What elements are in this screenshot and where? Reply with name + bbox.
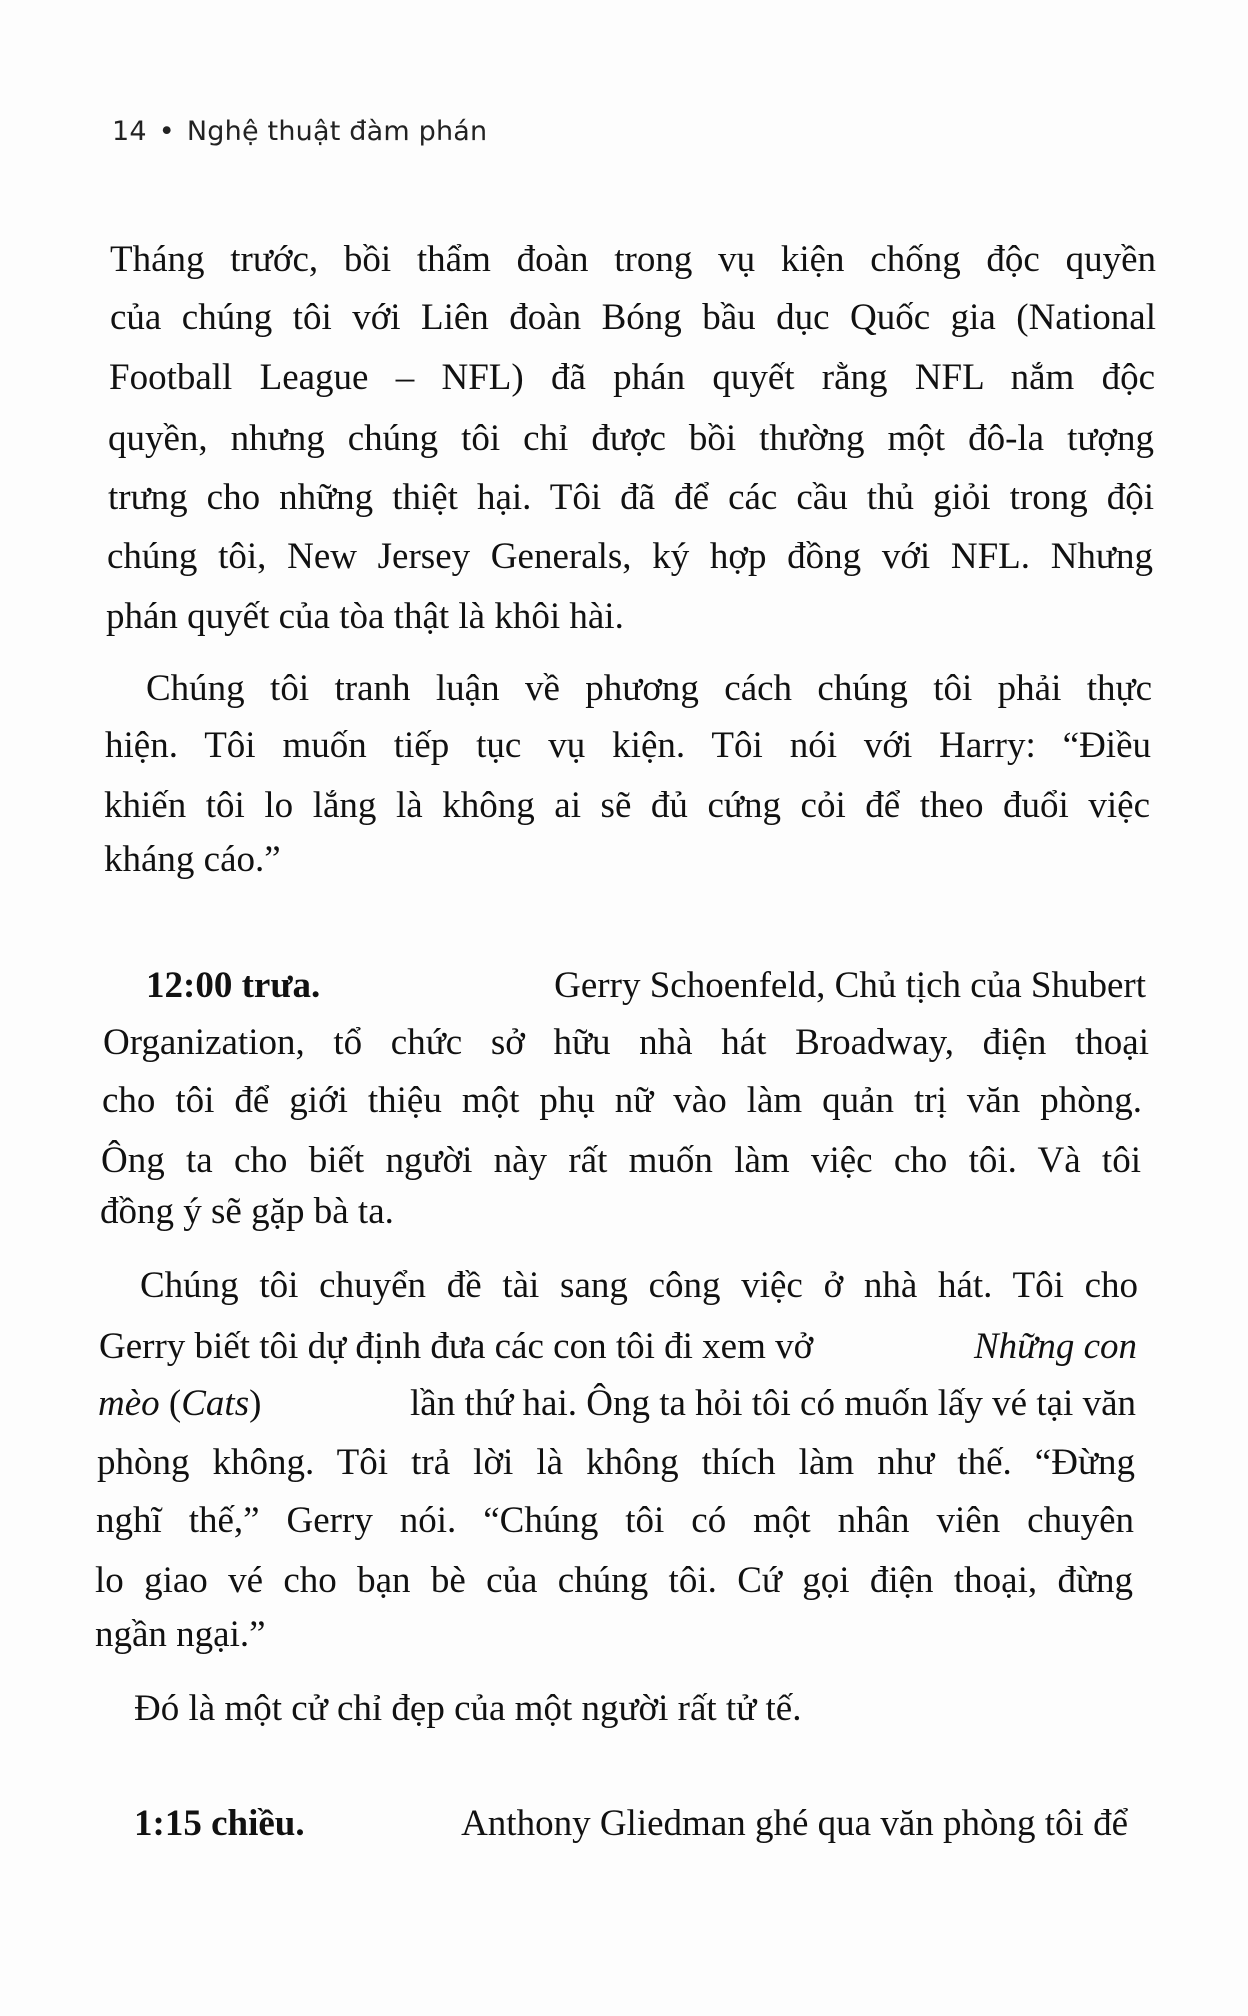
text-line: nghĩ thế,” Gerry nói. “Chúng tôi có một nhân viên chuyên <box>96 1500 1134 1541</box>
time-label: 1:15 chiều. <box>134 1803 305 1844</box>
text-line: hiện. Tôi muốn tiếp tục vụ kiện. Tôi nói với Harry: “Điều <box>105 725 1151 766</box>
text-line: khiến tôi lo lắng là không ai sẽ đủ cứng cỏi để theo đuổi việc <box>104 785 1150 826</box>
italic-title: Những con <box>973 1326 1137 1367</box>
book-title: Nghệ thuật đàm phán <box>186 116 488 147</box>
text-line: ngần ngại.” <box>95 1614 266 1655</box>
text-line: quyền, nhưng chúng tôi chỉ được bồi thường một đô-la tượng <box>108 418 1154 459</box>
text-line: cho tôi để giới thiệu một phụ nữ vào làm quản trị văn phòng. <box>102 1080 1142 1121</box>
text-line <box>146 964 1146 1008</box>
text-segment: ( <box>159 1383 182 1424</box>
text-line: phán quyết của tòa thật là khôi hài. <box>106 596 624 637</box>
text-segment: lần thứ hai. Ông ta hỏi tôi có muốn lấy vé tại văn <box>410 1383 1136 1424</box>
text-line: chúng tôi, New Jersey Generals, ký hợp đồng với NFL. Nhưng <box>107 536 1153 577</box>
text-line: kháng cáo.” <box>104 839 281 880</box>
text-line: Football League – NFL) đã phán quyết rằng NFL nắm độc <box>109 357 1155 398</box>
text-line <box>99 1325 1137 1369</box>
text-segment: Gerry biết tôi dự định đưa các con tôi đi xem vở <box>99 1326 823 1367</box>
text-line <box>98 1382 1136 1426</box>
text-segment: Gerry Schoenfeld, Chủ tịch của Shubert <box>544 965 1146 1006</box>
text-line: Đó là một cử chỉ đẹp của một người rất tử tế. <box>134 1688 802 1729</box>
text-line: Tháng trước, bồi thẩm đoàn trong vụ kiện chống độc quyền <box>110 239 1156 280</box>
text-line: Ông ta cho biết người này rất muốn làm việc cho tôi. Và tôi <box>101 1140 1141 1181</box>
text-line: Chúng tôi chuyển đề tài sang công việc ở nhà hát. Tôi cho <box>140 1265 1138 1306</box>
italic-title: Cats <box>181 1383 250 1424</box>
text-line: Organization, tổ chức sở hữu nhà hát Broadway, điện thoại <box>103 1022 1149 1063</box>
text-segment: ) <box>249 1383 271 1424</box>
text-segment: Anthony Gliedman ghé qua văn phòng tôi để <box>453 1803 1128 1844</box>
text-line: đồng ý sẽ gặp bà ta. <box>100 1191 394 1232</box>
text-line: Chúng tôi tranh luận về phương cách chúng tôi phải thực <box>146 668 1152 709</box>
text-line: của chúng tôi với Liên đoàn Bóng bầu dục Quốc gia (National <box>110 297 1156 338</box>
text-line: trưng cho những thiệt hại. Tôi đã để các cầu thủ giỏi trong đội <box>108 477 1154 518</box>
text-line <box>134 1802 1128 1846</box>
page-number: 14 <box>112 116 147 147</box>
bullet-separator: • <box>158 116 175 147</box>
running-header <box>112 116 487 147</box>
italic-title: mèo <box>98 1383 160 1424</box>
time-label: 12:00 trưa. <box>146 965 321 1006</box>
text-line: lo giao vé cho bạn bè của chúng tôi. Cứ gọi điện thoại, đừng <box>95 1560 1133 1601</box>
text-line: phòng không. Tôi trả lời là không thích làm như thế. “Đừng <box>97 1442 1135 1483</box>
